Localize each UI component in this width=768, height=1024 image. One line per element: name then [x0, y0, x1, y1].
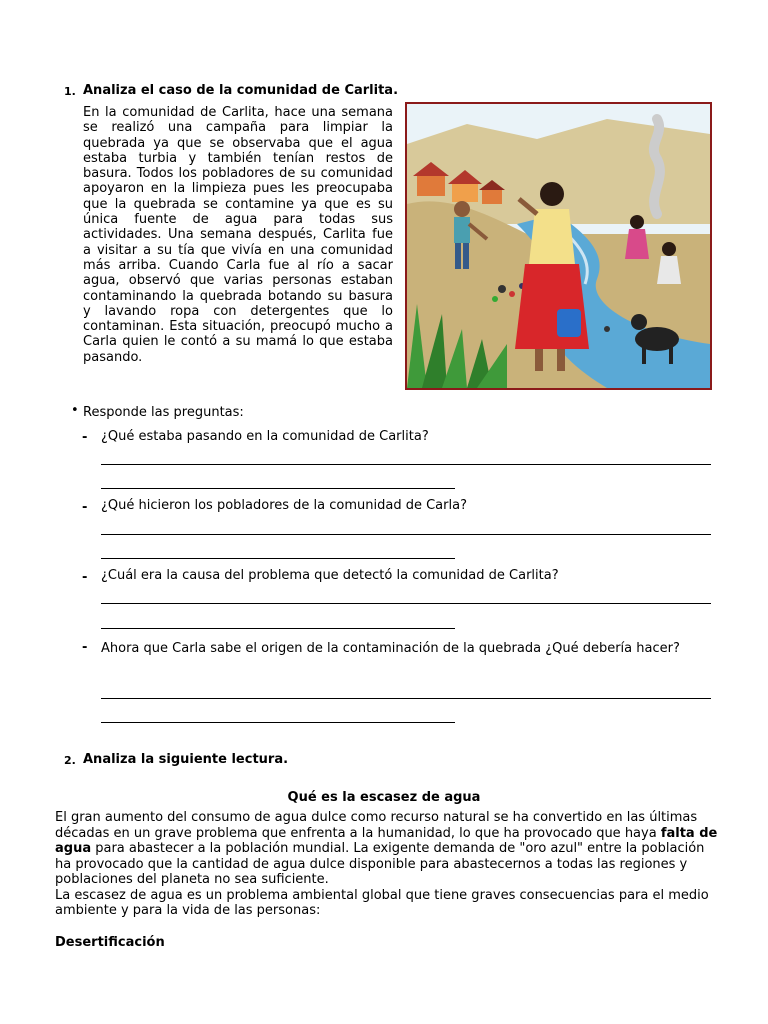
reading-paragraph-2: La escasez de agua es un problema ambiental global que tiene graves consecuencias para el medio ambiente y para la vida de las personas: — [55, 887, 709, 918]
section-1-title: Analiza el caso de la comunidad de Carlita. — [83, 83, 399, 98]
reading-p1-end: para abastecer a la población mundial. La exigente demanda de "oro azul" entre la población ha provocado que la cantidad de agua dulce disponible para abastecernos a todas las regiones y poblaciones del planeta no sea suficiente. — [55, 841, 705, 887]
desertification-heading: Desertificación — [55, 935, 165, 950]
answer-1-line-2[interactable] — [101, 488, 455, 489]
illustration-svg — [407, 104, 710, 388]
answer-2-line-1[interactable] — [101, 534, 711, 535]
question-3-text: ¿Cuál era la causa del problema que detectó la comunidad de Carlita? — [101, 568, 559, 583]
question-4-dash: - — [82, 640, 88, 655]
question-1-dash: - — [82, 430, 88, 445]
answer-2-line-2[interactable] — [101, 558, 455, 559]
smoke — [654, 119, 660, 214]
reading-p1-start: El gran aumento del consumo de agua dulce como recurso natural se ha convertido en las últimas décadas en un grave problema que enfrenta a la humanidad, lo que ha provocado que haya — [55, 810, 698, 841]
bullet-icon: • — [71, 403, 79, 418]
instruction-text: Responde las preguntas: — [83, 405, 244, 420]
section-1-number: 1. — [64, 85, 76, 98]
reading-title: Qué es la escasez de agua — [287, 790, 481, 805]
answer-3-line-1[interactable] — [101, 603, 711, 604]
river-pollution-illustration — [405, 102, 712, 390]
reading-paragraph-1 — [55, 810, 720, 888]
answer-4-line-2[interactable] — [101, 722, 455, 723]
question-1-text: ¿Qué estaba pasando en la comunidad de Carlita? — [101, 429, 429, 444]
section-2-title: Analiza la siguiente lectura. — [83, 752, 289, 767]
section-2-number: 2. — [64, 754, 76, 767]
story-paragraph: En la comunidad de Carlita, hace una semana se realizó una campaña para limpiar la quebrada ya que se observaba que el agua estaba turbia y también tenían restos de basura. Todos los pobladores de su comunidad apoyaron en la limpieza pues les preocupaba que la quebrada se contamine ya que es su única fuente de agua para todas sus actividades. Una semana después, Carlita fue a visitar a su tía que vivía en una comunidad más arriba. Cuando Carla fue al río a sacar agua, observó que varias personas estaban contaminando la quebrada botando su basura y lavando ropa con detergentes que lo contaminan. Esta situación, preocupó mucho a Carla quien le contó a su mamá lo que estaba pasando. — [83, 105, 393, 365]
answer-1-line-1[interactable] — [101, 464, 711, 465]
question-3-dash: - — [82, 570, 88, 585]
question-2-dash: - — [82, 500, 88, 515]
reading-body — [55, 810, 720, 919]
question-4-text: Ahora que Carla sabe el origen de la contaminación de la quebrada ¿Qué debería hacer? — [101, 641, 680, 656]
reading-p1-bold: falta de agua — [55, 825, 718, 856]
answer-3-line-2[interactable] — [101, 628, 455, 629]
answer-4-line-1[interactable] — [101, 698, 711, 699]
question-2-text: ¿Qué hicieron los pobladores de la comunidad de Carla? — [101, 498, 467, 513]
